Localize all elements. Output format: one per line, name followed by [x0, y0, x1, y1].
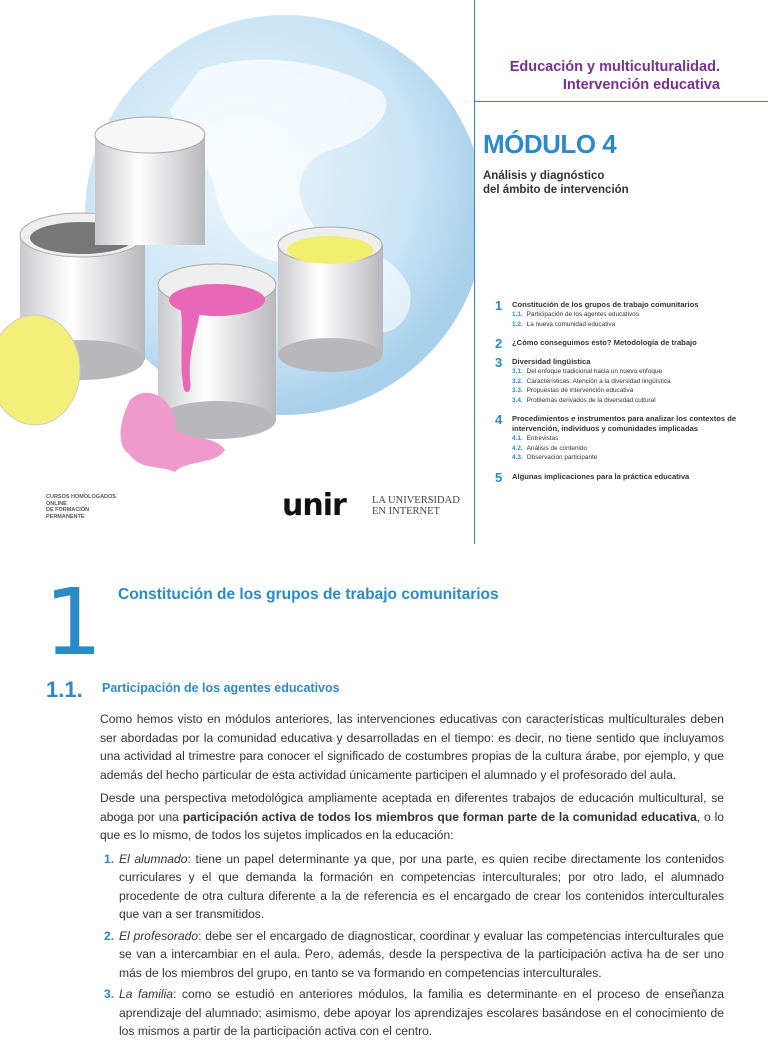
toc-subitem-title: Problemas derivados de la diversidad cultural: [526, 396, 656, 404]
list-item: [100, 927, 724, 983]
toc-item: [495, 414, 765, 463]
globe-paint-cans-illustration: [0, 0, 475, 480]
toc-subitem: [512, 320, 765, 330]
subsection-title: Participación de los agentes educativos: [102, 681, 340, 695]
courses-note-line: DE FORMACIÓN: [46, 507, 90, 513]
toc-item: [495, 336, 765, 351]
table-of-contents: [495, 300, 765, 491]
paragraph-emphasis: participación activa de todos los miembros que forman parte de la comunidad educativa: [182, 809, 697, 824]
course-title-line: Educación y multiculturalidad.: [509, 59, 720, 75]
toc-subitem-title: Observación participante: [526, 454, 598, 461]
toc-subitem-title: Participación de los agentes educativos: [526, 311, 639, 318]
paragraph-text: Desde una perspectiva metodológica ampliamente aceptada en diferentes trabajos de educación multicultural, se aboga por una: [100, 791, 724, 824]
toc-subitem: [512, 444, 765, 454]
toc-subitem-number: 4.3.: [512, 454, 523, 461]
toc-item: [495, 300, 765, 329]
list-item-number: 2.: [104, 928, 115, 943]
toc-subitem-title: Análisis de contenido: [526, 444, 588, 452]
unir-logo: unir: [282, 488, 346, 523]
module-subtitle-line: del ámbito de intervención: [483, 184, 629, 196]
toc-subitem: [512, 453, 765, 463]
list-item-number: 1.: [104, 851, 115, 866]
toc-subitem-number: 4.2.: [512, 444, 523, 452]
module-subtitle: [483, 169, 629, 197]
module-subtitle-line: Análisis y diagnóstico: [483, 170, 605, 182]
paragraph: Como hemos visto en módulos anteriores, las intervenciones educativas con características multiculturales deben ser abordadas por la comunidad educativa y desarrolladas en el tiempo: es decir, no tiene sentido que incluyamos una actividad al trimestre para conocer el significado de costumbres propias de la cultura árabe, por ejemplo, y que además del hecho particular de esta actividad únicamente participen el alumnado y el profesorado del aula.: [100, 712, 724, 782]
brand-tagline: [372, 495, 460, 517]
toc-item-number: 5: [495, 469, 503, 485]
toc-subitem-number: 3.4.: [512, 396, 523, 404]
module-label: MÓDULO 4: [483, 129, 617, 159]
toc-subitem-title: Del enfoque tradicional hacia un nuevo enfoque: [526, 368, 663, 375]
paragraph-text: , o lo que es lo mismo, de todos los sujetos implicados en la educación:: [100, 809, 724, 842]
toc-item: [495, 357, 765, 405]
paint-can-white-top: [95, 117, 205, 245]
toc-item-title: Algunas implicaciones para la práctica educativa: [512, 471, 690, 481]
toc-subitem-number: 4.1.: [512, 435, 523, 442]
toc-subitem: [512, 377, 765, 387]
paint-can-pink: [158, 264, 276, 439]
list-item-lead: La familia: [119, 987, 173, 1001]
courses-note-line: CURSOS HOMOLOGADOS: [46, 494, 116, 500]
toc-subitem-number: 1.2.: [512, 320, 523, 328]
courses-note-line: ONLINE: [46, 500, 67, 507]
toc-item-title: Diversidad lingüística: [512, 357, 591, 366]
toc-subitem: [512, 434, 765, 444]
tagline-line: LA UNIVERSIDAD: [372, 495, 460, 506]
toc-subitem-title: Entrevistas: [526, 435, 559, 442]
subsection-number: 1.1.: [46, 677, 83, 702]
section-number: 1: [44, 569, 103, 676]
toc-item: [495, 469, 765, 485]
paragraph: [100, 789, 724, 845]
section-title: Constitución de los grupos de trabajo comunitarios: [118, 586, 499, 603]
toc-subitem-title: Características. Atención a la diversidad lingüística: [526, 377, 671, 385]
toc-item-number: 2: [495, 336, 503, 351]
course-title: [510, 58, 720, 94]
courses-note: [46, 494, 116, 520]
toc-item-title: ¿Cómo conseguimos esto? Metodología de trabajo: [512, 338, 697, 347]
toc-item-title: Constitución de los grupos de trabajo comunitarios: [512, 300, 699, 309]
courses-note-line: PERMANENTE: [46, 513, 85, 520]
toc-item-number: 3: [495, 355, 503, 370]
list-item: [100, 985, 724, 1041]
course-title-line: Intervención educativa: [562, 77, 720, 93]
toc-subitem-number: 3.2.: [512, 377, 523, 385]
toc-item-number: 4: [495, 412, 503, 427]
toc-subitem-title: Propuestas de intervención educativa: [526, 387, 634, 394]
toc-subitem-number: 3.1.: [512, 368, 523, 375]
list-item: [100, 850, 724, 924]
list-item-number: 3.: [104, 987, 115, 1001]
participants-list: [100, 850, 724, 1041]
tagline-line: EN INTERNET: [372, 506, 440, 517]
list-item-lead: El alumnado: [119, 851, 188, 866]
list-item-lead: El profesorado: [119, 928, 199, 943]
toc-subitem: [512, 396, 765, 406]
toc-subitem-number: 1.1.: [512, 311, 523, 318]
vertical-divider: [474, 0, 475, 544]
list-item-text: : debe ser el encargado de diagnosticar, coordinar y evaluar las competencias interculturales que se van a intercambiar en el aula. Pero, además, desde la perspectiva de la participación activa ha de ser uno más de los miembros del grupo, en tanto se va formando en competencias interculturales.: [119, 928, 724, 980]
toc-item-title: Procedimientos e instrumentos para analizar los contextos de intervención, individuos y comunidades implicadas: [512, 414, 737, 433]
toc-subitem: [512, 367, 765, 377]
toc-subitem: [512, 386, 765, 396]
list-item-text: : tiene un papel determinante ya que, por una parte, es quien recibe directamente los contenidos curriculares y el que demanda la formación en competencias interculturales; por otro lado, el alumnado procedente de otra cultura diferente a la de referencia es el encargado de crear los contenidos interculturales que van a ser transmitidos.: [119, 851, 725, 921]
toc-item-number: 1: [495, 298, 503, 313]
horizontal-divider: [474, 101, 768, 102]
toc-subitem-title: La nueva comunidad educativa: [526, 320, 616, 328]
toc-subitem: [512, 310, 765, 320]
paint-can-yellow-right: [278, 227, 383, 372]
list-item-text: : como se estudió en anteriores módulos, la familia es determinante en el proceso de enseñanza aprendizaje del alumnado; asimismo, debe apoyar los aprendizajes escolares basándose en el conocimiento de los mismos a partir de la participación activa con el centro.: [119, 987, 724, 1038]
toc-subitem-number: 3.3.: [512, 387, 523, 394]
body-text: [100, 710, 724, 1044]
